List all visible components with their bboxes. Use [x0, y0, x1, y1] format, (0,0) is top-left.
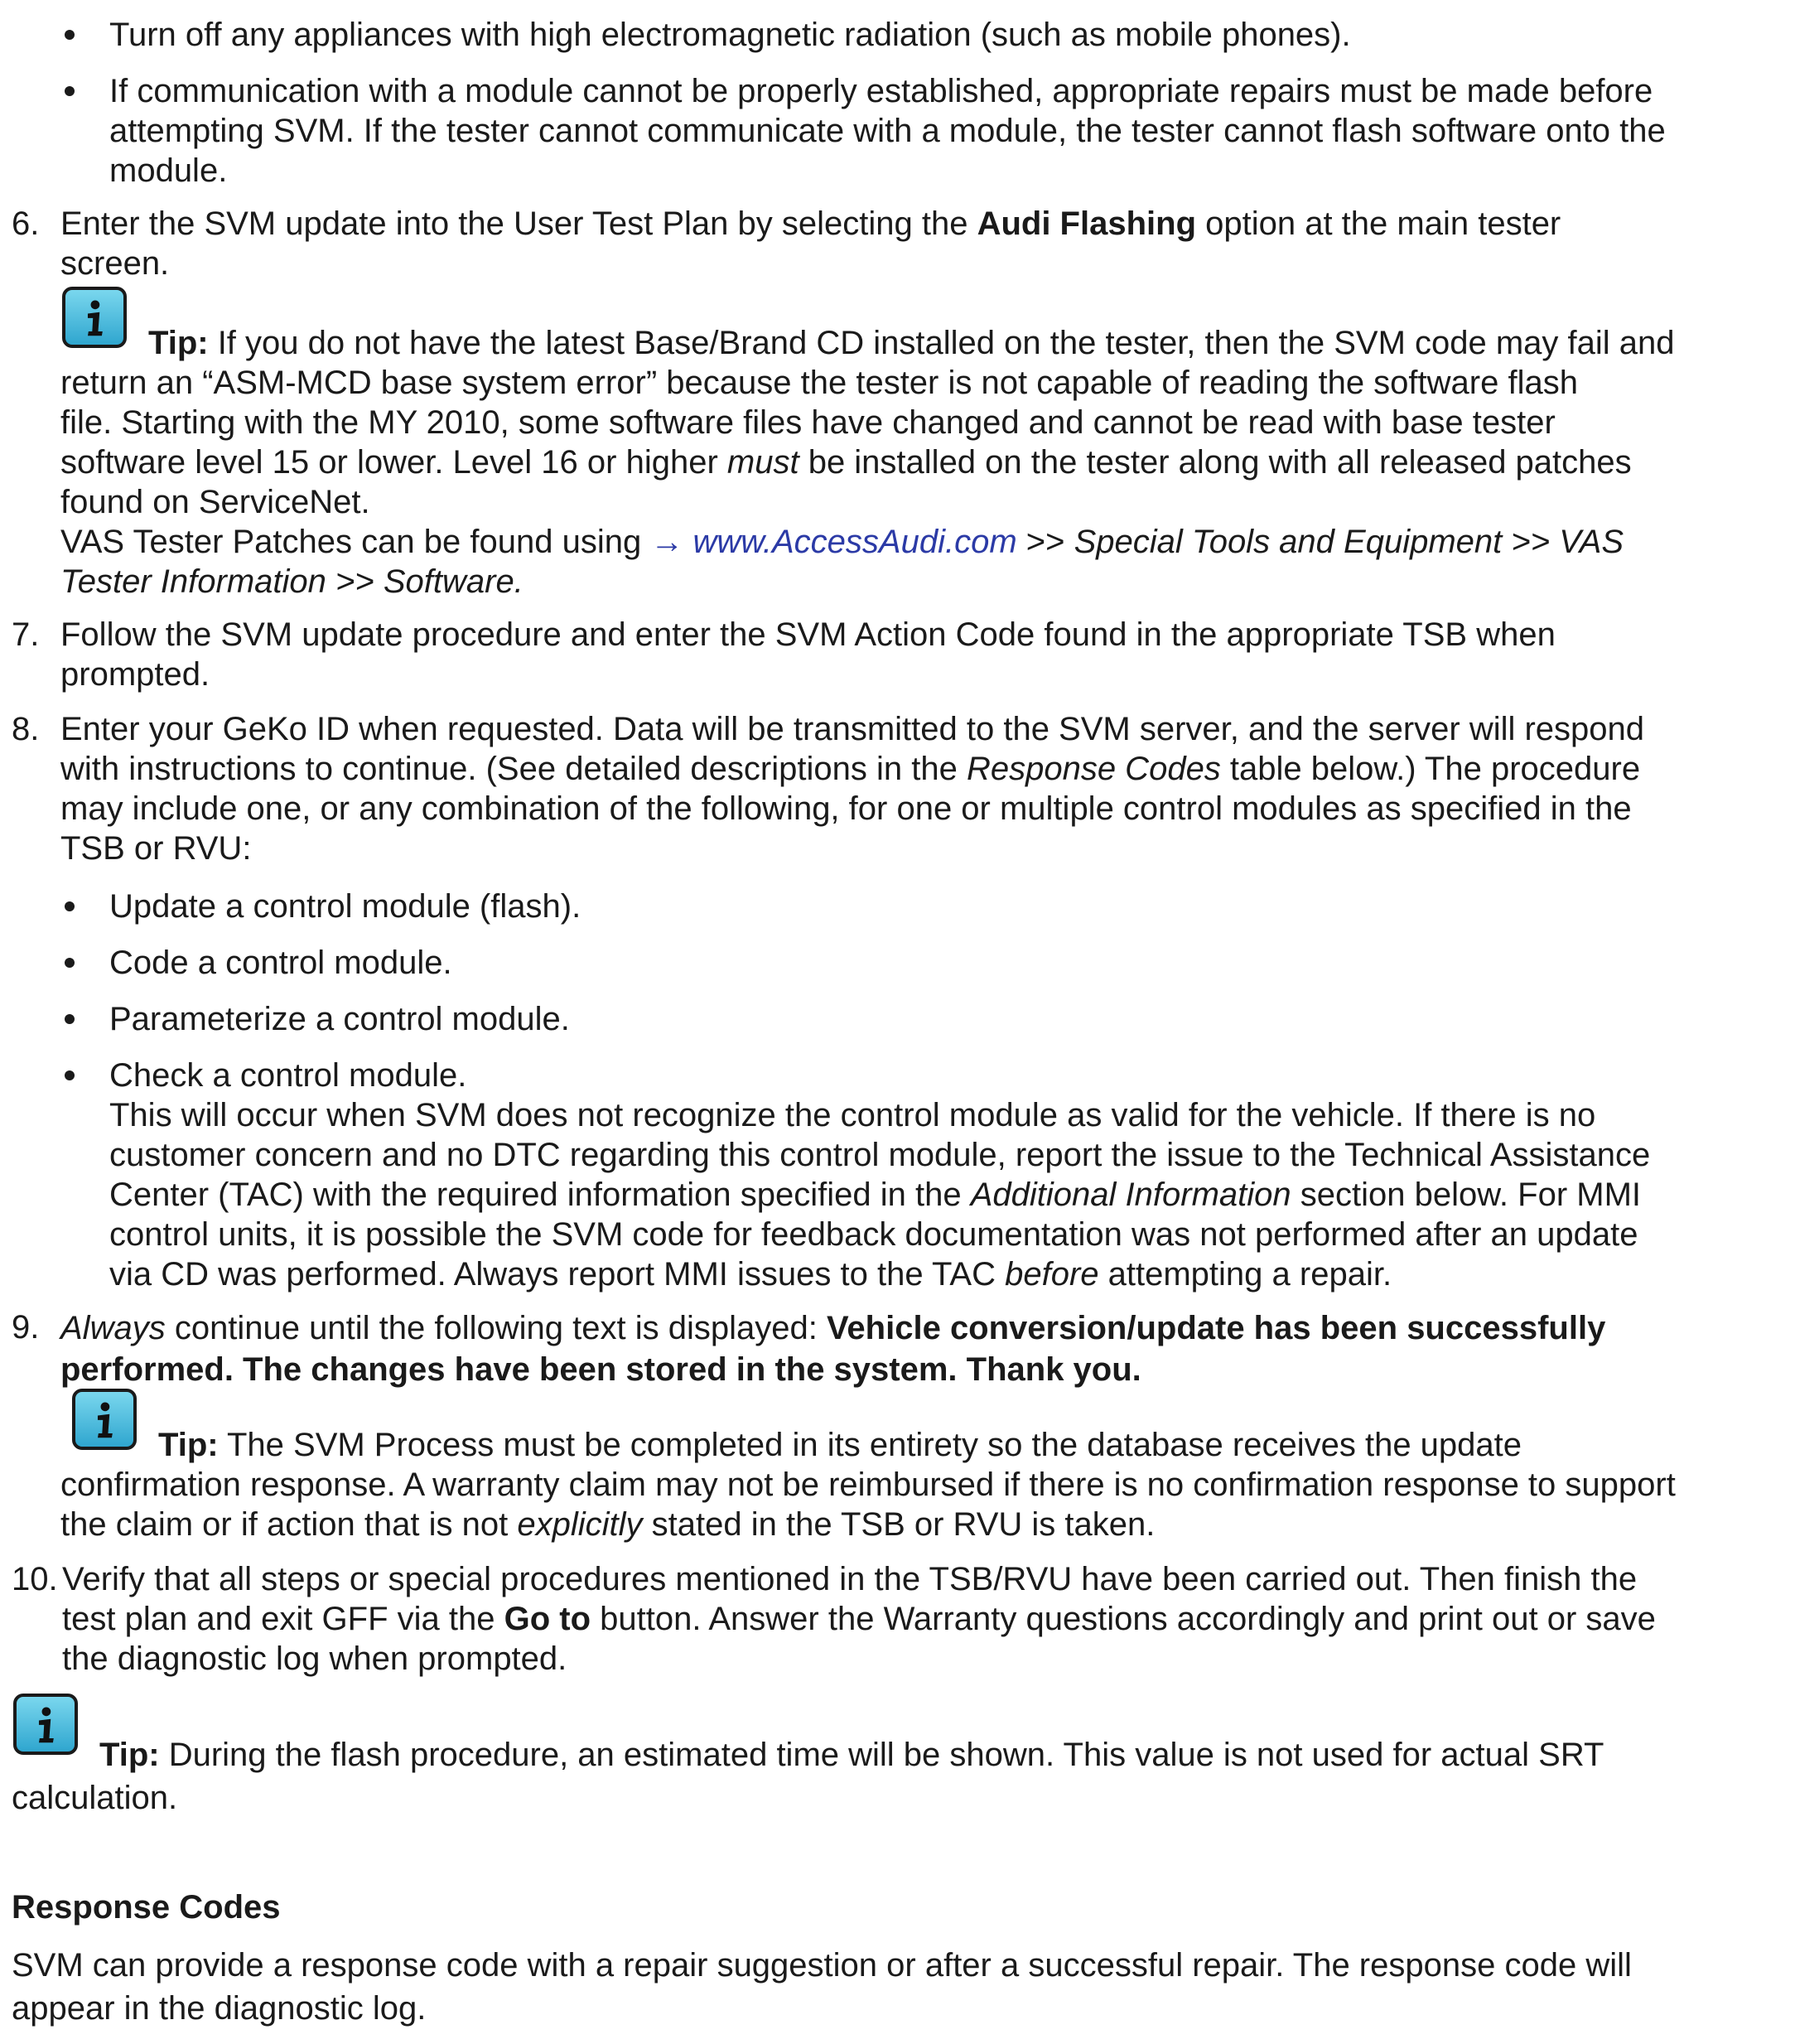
tip-label: Tip: [158, 1427, 219, 1463]
bullet [65, 901, 75, 911]
tip-3-text: Tip: During the flash procedure, an estimated time will be shown. This value is not used for actual SRT calculation. [12, 1737, 1604, 1816]
bullet [65, 1014, 75, 1024]
step-9-text: Always continue until the following text is displayed: Vehicle conversion/update has been successfully performed. The changes have been stored in the system. Thank you. [60, 1310, 1606, 1388]
step-10-text: Verify that all steps or special procedures mentioned in the TSB/RVU have been carried out. Then finish the test plan and exit GFF via the Go to button. Answer the Warranty questions accordingly and print out or save the diagnostic log when prompted. [62, 1561, 1656, 1677]
bullet [65, 86, 75, 96]
bullet-text: Code a control module. [109, 945, 452, 981]
bullet [65, 1070, 75, 1080]
step-number: 8. [12, 711, 40, 747]
step-number: 10. [12, 1561, 58, 1597]
bullet-text: Check a control module. This will occur when SVM does not recognize the control module as valid for the vehicle. If there is no customer concern and no DTC regarding this control module, report the issue to the Technical Assistance Center (TAC) with the required information specified in the Additional Information section below. For MMI control units, it is possible the SVM code for feedback documentation was not performed after an update via CD was performed. Always report MMI issues to the TAC before attempting a repair. [109, 1057, 1651, 1293]
bullet [65, 958, 75, 968]
step-7-text: Follow the SVM update procedure and enter the SVM Action Code found in the appropriate TSB when prompted. [60, 616, 1556, 693]
bullet-text: Parameterize a control module. [109, 1001, 570, 1037]
response-codes-paragraph: SVM can provide a response code with a repair suggestion or after a successful repair. The response code will appear in the diagnostic log. [12, 1947, 1632, 2027]
bullet-text: Turn off any appliances with high electromagnetic radiation (such as mobile phones). [109, 17, 1351, 53]
accessaudi-link[interactable]: www.AccessAudi.com [692, 524, 1017, 560]
tip-label: Tip: [99, 1737, 160, 1773]
bullet [65, 30, 75, 40]
step-number: 9. [12, 1309, 40, 1346]
step-8-text: Enter your GeKo ID when requested. Data will be transmitted to the SVM server, and the server will respond with instructions to continue. (See detailed descriptions in the Response Codes table below.) The procedure may include one, or any combination of the following, for one or multiple control modules as specified in the TSB or RVU: [60, 711, 1645, 867]
section-heading: Response Codes [12, 1889, 281, 1926]
step-number: 7. [12, 616, 40, 653]
tip-label: Tip: [148, 325, 209, 361]
bullet-text: If communication with a module cannot be properly established, appropriate repairs must be made before attempting SVM. If the tester cannot communicate with a module, the tester cannot flash software onto the module. [109, 73, 1666, 189]
tip-2-text: Tip: The SVM Process must be completed in its entirety so the database receives the update confirmation response. A warranty claim may not be reimbursed if there is no confirmation response to support the claim or if action that is not explicitly stated in the TSB or RVU is taken. [60, 1427, 1676, 1543]
step-6-text: Enter the SVM update into the User Test Plan by selecting the Audi Flashing option at the main tester screen. [60, 205, 1561, 282]
tip-1-text: Tip: If you do not have the latest Base/Brand CD installed on the tester, then the SVM code may fail and return an “ASM-MCD base system error” because the tester is not capable of reading the software flash file. Starting with the MY 2010, some software files have changed and cannot be read with base tester software level 15 or lower. Level 16 or higher must be installed on the tester along with all released patches found on ServiceNet. VAS Tester Patches can be found using → www.AccessAudi.com >> Special Tools and Equipment >> VAS Tester Information >> Software. [60, 325, 1675, 600]
step-number: 6. [12, 205, 40, 242]
bullet-text: Update a control module (flash). [109, 888, 581, 925]
arrow-icon: → [650, 524, 693, 560]
